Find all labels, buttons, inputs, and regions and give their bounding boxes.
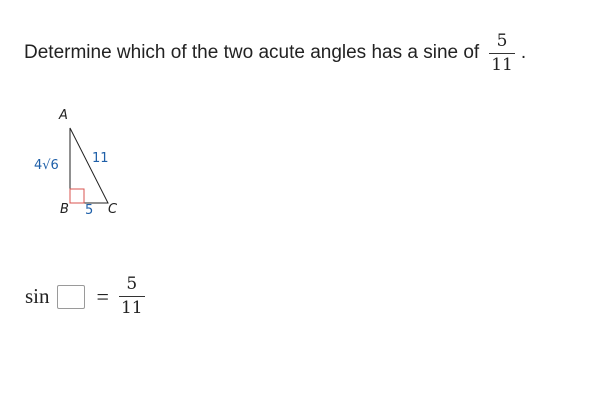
side-ab-label: 4√6 [34, 158, 59, 173]
sine-function-label: sin [25, 284, 50, 308]
question-fraction-denominator: 11 [491, 54, 513, 75]
vertex-b-label: B [60, 202, 69, 217]
vertex-a-label: A [59, 108, 68, 123]
question-fraction-numerator: 5 [496, 30, 508, 51]
side-bc-label: 5 [85, 203, 94, 218]
answer-fraction-denominator: 11 [120, 298, 143, 318]
angle-answer-input[interactable] [57, 285, 85, 309]
question-period: . [520, 42, 527, 63]
answer-fraction [119, 276, 145, 317]
answer-fraction-numerator: 5 [126, 274, 138, 294]
equals-sign: = [96, 283, 109, 309]
vertex-c-label: C [108, 202, 118, 217]
answer-equation [25, 276, 145, 317]
question-text: Determine which of the two acute angles has a sine of [24, 42, 480, 63]
side-ac-label: 11 [92, 151, 109, 166]
right-angle-marker [70, 189, 84, 203]
